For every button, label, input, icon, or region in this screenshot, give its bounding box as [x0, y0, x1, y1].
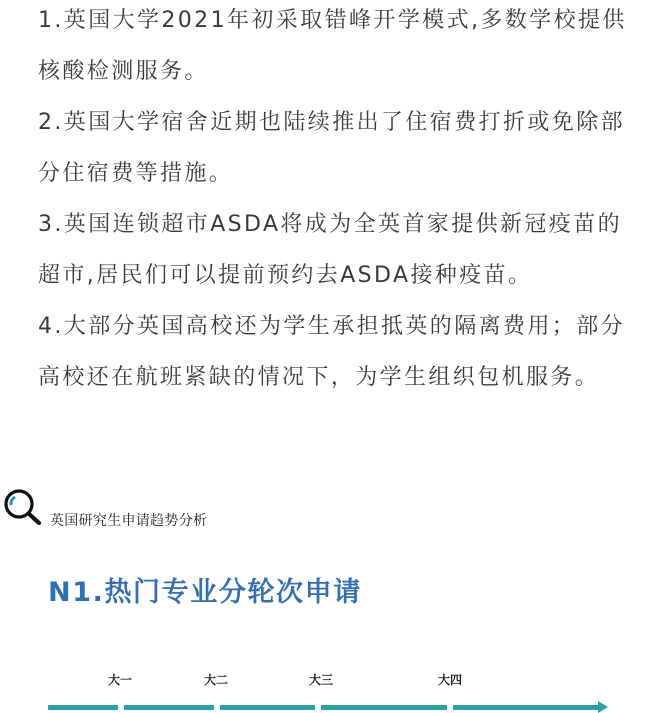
timeline-segment — [48, 705, 118, 710]
timeline-segment — [453, 705, 600, 710]
year-label-4: 大四 — [438, 673, 463, 687]
section-heading — [0, 488, 400, 528]
arrow-right-icon — [598, 701, 608, 713]
year-label-3: 大三 — [309, 673, 334, 687]
timeline-segment — [321, 705, 447, 710]
year-label-1: 大一 — [108, 673, 133, 687]
paragraph-1: 1.英国大学2021年初采取错峰开学模式,多数学校提供核酸检测服务。 — [38, 8, 627, 84]
timeline-segment — [220, 705, 315, 710]
search-icon — [2, 488, 42, 526]
year-label-2: 大二 — [204, 673, 229, 687]
section-title: 英国研究生申请趋势分析 — [50, 513, 208, 529]
banner-title: N1.热门专业分轮次申请 — [48, 577, 362, 608]
timeline-segment — [124, 705, 214, 710]
paragraph-4: 4.大部分英国高校还为学生承担抵英的隔离费用；部分高校还在航班紧缺的情况下，为学生组织包机服务。 — [38, 314, 625, 390]
article-body — [38, 0, 638, 403]
paragraph-2: 2.英国大学宿舍近期也陆续推出了住宿费打折或免除部分住宿费等措施。 — [38, 110, 625, 186]
year-timeline — [0, 660, 665, 712]
paragraph-3: 3.英国连锁超市ASDA将成为全英首家提供新冠疫苗的超市,居民们可以提前预约去ASDA接种疫苗。 — [38, 212, 623, 288]
